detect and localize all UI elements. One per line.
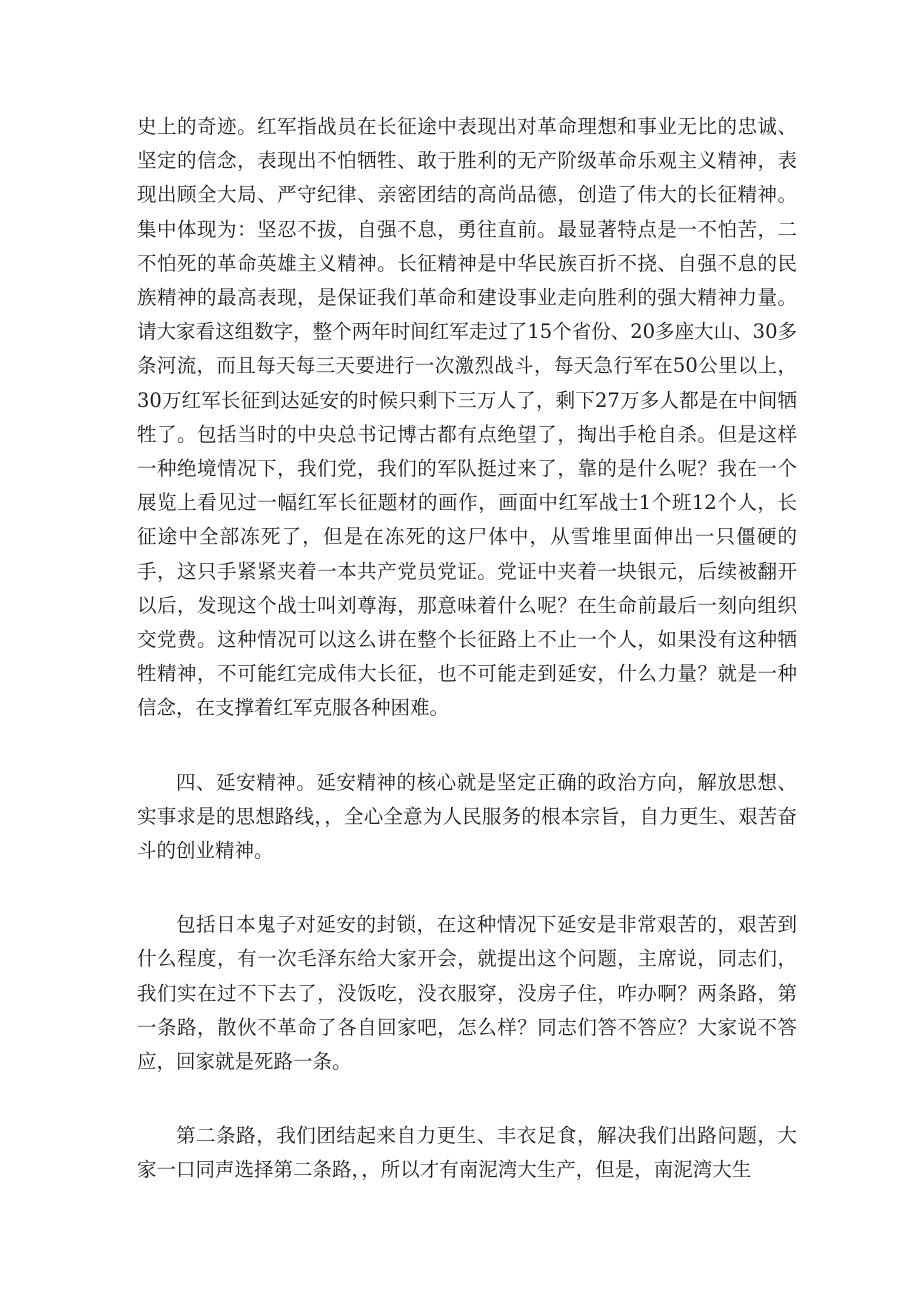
paragraph-yanan-spirit: 四、延安精神。延安精神的核心就是坚定正确的政治方向，解放思想、实事求是的思想路线，，全心全意为人民服务的根本宗旨，自力更生、艰苦奋斗的创业精神。 (137, 770, 797, 863)
document-body (137, 110, 797, 1188)
paragraph-long-march-spirit: 史上的奇迹。红军指战员在长征途中表现出对革命理想和事业无比的忠诚、坚定的信念，表现出不怕牺牲、敢于胜利的无产阶级革命乐观主义精神，表现出顾全大局、严守纪律、亲密团结的高尚品德，创造了伟大的长征精神。集中体现为：坚忍不拔，自强不息，勇往直前。最显著特点是一不怕苦，二不怕死的革命英雄主义精神。长征精神是中华民族百折不挠、自强不息的民族精神的最高表现，是保证我们革命和建设事业走向胜利的强大精神力量。请大家看这组数字，整个两年时间红军走过了15个省份、20多座大山、30多条河流，而且每天每三天要进行一次激烈战斗，每天急行军在50公里以上，30万红军长征到达延安的时候只剩下三万人了，剩下27万多人都是在中间牺牲了。包括当时的中央总书记博古都有点绝望了，掏出手枪自杀。但是这样一种绝境情况下，我们党，我们的军队挺过来了，靠的是什么呢？我在一个展览上看见过一幅红军长征题材的画作，画面中红军战士1个班12个人，长征途中全部冻死了，但是在冻死的这尸体中，从雪堆里面伸出一只僵硬的手，这只手紧紧夹着一本共产党员党证。党证中夹着一块银元，后续被翻开以后，发现这个战士叫刘尊海，那意味着什么呢？在生命前最后一刻向组织交党费。这种情况可以这么讲在整个长征路上不止一个人，如果没有这种牺牲精神，不可能红完成伟大长征，也不可能走到延安，什么力量？就是一种信念，在支撑着红军克服各种困难。 (137, 115, 797, 720)
paragraph-blockade: 包括日本鬼子对延安的封锁，在这种情况下延安是非常艰苦的，艰苦到什么程度，有一次毛泽东给大家开会，就提出这个问题，主席说，同志们，我们实在过不下去了，没饭吃，没衣服穿，没房子住，咋办啊？两条路，第一条路，散伙不革命了各自回家吧，怎么样？同志们答不答应？大家说不答应，回家就是死路一条。 (137, 913, 797, 1074)
paragraph-second-road: 第二条路，我们团结起来自力更生、丰衣足食，解决我们出路问题，大家一口同声选择第二条路，，所以才有南泥湾大生产，但是，南泥湾大生 (137, 1124, 797, 1182)
